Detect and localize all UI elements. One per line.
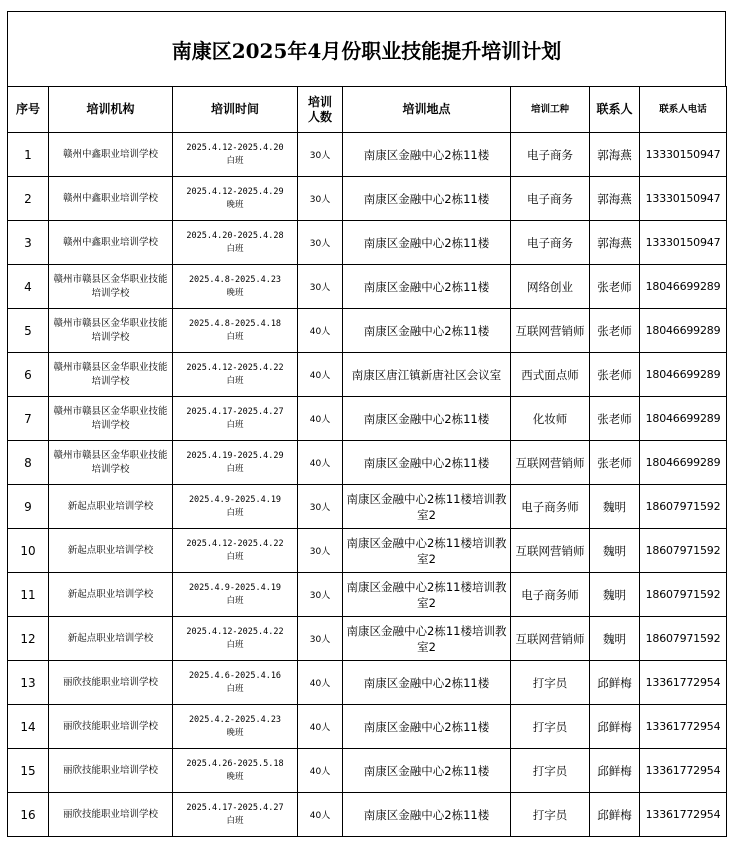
cell-seq: 12 [8, 617, 49, 661]
cell-seq: 6 [8, 353, 49, 397]
cell-seq: 2 [8, 177, 49, 221]
cell-location: 南康区金融中心2栋11楼 [343, 661, 511, 705]
cell-type: 西式面点师 [511, 353, 590, 397]
cell-contact: 魏明 [590, 617, 640, 661]
cell-contact: 郭海燕 [590, 177, 640, 221]
cell-time-range: 2025.4.12-2025.4.22 [186, 626, 284, 637]
header-row [8, 87, 727, 133]
header-time: 培训时间 [173, 87, 298, 133]
header-count-line2: 人数 [307, 109, 332, 124]
cell-phone: 18607971592 [640, 573, 727, 617]
table-row [8, 221, 727, 265]
training-table [7, 86, 727, 837]
cell-time-shift: 白班 [226, 639, 244, 650]
cell-seq: 16 [8, 793, 49, 837]
cell-time [173, 177, 298, 221]
cell-location: 南康区金融中心2栋11楼 [343, 221, 511, 265]
cell-contact: 魏明 [590, 485, 640, 529]
cell-time-shift: 白班 [226, 463, 244, 474]
cell-time-range: 2025.4.12-2025.4.20 [186, 142, 284, 153]
cell-time-shift: 白班 [226, 375, 244, 386]
cell-location: 南康区金融中心2栋11楼 [343, 705, 511, 749]
cell-phone: 13361772954 [640, 749, 727, 793]
cell-time [173, 749, 298, 793]
cell-location: 南康区金融中心2栋11楼 [343, 397, 511, 441]
cell-time-shift: 白班 [226, 419, 244, 430]
cell-time [173, 221, 298, 265]
cell-org: 新起点职业培训学校 [49, 529, 173, 573]
table-row [8, 353, 727, 397]
cell-time [173, 573, 298, 617]
cell-time [173, 485, 298, 529]
cell-location: 南康区唐江镇新唐社区会议室 [343, 353, 511, 397]
cell-phone: 18607971592 [640, 617, 727, 661]
cell-type: 打字员 [511, 661, 590, 705]
cell-count: 40人 [298, 749, 343, 793]
cell-contact: 邱鲜梅 [590, 661, 640, 705]
cell-contact: 张老师 [590, 397, 640, 441]
cell-time [173, 441, 298, 485]
cell-phone: 18046699289 [640, 309, 727, 353]
table-row [8, 573, 727, 617]
cell-seq: 5 [8, 309, 49, 353]
cell-time-range: 2025.4.12-2025.4.22 [186, 362, 284, 373]
cell-time-range: 2025.4.12-2025.4.29 [186, 186, 284, 197]
cell-type: 互联网营销师 [511, 309, 590, 353]
cell-count: 40人 [298, 309, 343, 353]
cell-org: 新起点职业培训学校 [49, 485, 173, 529]
cell-time-shift: 晚班 [226, 287, 244, 298]
cell-time-shift: 白班 [226, 815, 244, 826]
table-body [8, 133, 727, 837]
cell-time [173, 705, 298, 749]
cell-org: 赣州市赣县区金华职业技能培训学校 [49, 441, 173, 485]
cell-phone: 13361772954 [640, 705, 727, 749]
cell-contact: 魏明 [590, 573, 640, 617]
cell-location: 南康区金融中心2栋11楼 [343, 749, 511, 793]
cell-phone: 13330150947 [640, 177, 727, 221]
page-title: 南康区2025年4月份职业技能提升培训计划 [171, 38, 562, 63]
header-org: 培训机构 [49, 87, 173, 133]
cell-type: 互联网营销师 [511, 617, 590, 661]
cell-phone: 18607971592 [640, 529, 727, 573]
cell-org: 新起点职业培训学校 [49, 573, 173, 617]
cell-time-shift: 白班 [226, 155, 244, 166]
cell-type: 打字员 [511, 749, 590, 793]
cell-phone: 13330150947 [640, 221, 727, 265]
cell-time-shift: 白班 [226, 331, 244, 342]
table-row [8, 705, 727, 749]
cell-count: 30人 [298, 529, 343, 573]
cell-type: 电子商务 [511, 221, 590, 265]
cell-contact: 郭海燕 [590, 221, 640, 265]
cell-contact: 魏明 [590, 529, 640, 573]
cell-org: 丽欣技能职业培训学校 [49, 793, 173, 837]
cell-time-range: 2025.4.19-2025.4.29 [186, 450, 284, 461]
cell-time [173, 617, 298, 661]
cell-type: 电子商务师 [511, 485, 590, 529]
cell-type: 打字员 [511, 793, 590, 837]
cell-phone: 13330150947 [640, 133, 727, 177]
cell-seq: 8 [8, 441, 49, 485]
cell-time-range: 2025.4.26-2025.5.18 [186, 758, 284, 769]
cell-phone: 18607971592 [640, 485, 727, 529]
cell-time-shift: 晚班 [226, 199, 244, 210]
cell-time-shift: 白班 [226, 551, 244, 562]
table-row [8, 617, 727, 661]
cell-time [173, 353, 298, 397]
header-contact: 联系人 [590, 87, 640, 133]
cell-time-range: 2025.4.8-2025.4.23 [188, 274, 282, 285]
cell-count: 30人 [298, 221, 343, 265]
cell-seq: 4 [8, 265, 49, 309]
cell-type: 网络创业 [511, 265, 590, 309]
cell-count: 40人 [298, 661, 343, 705]
cell-org: 丽欣技能职业培训学校 [49, 749, 173, 793]
cell-org: 新起点职业培训学校 [49, 617, 173, 661]
training-plan-sheet [7, 11, 726, 837]
cell-org: 赣州市赣县区金华职业技能培训学校 [49, 309, 173, 353]
table-row [8, 265, 727, 309]
cell-count: 30人 [298, 573, 343, 617]
cell-time [173, 309, 298, 353]
cell-count: 40人 [298, 397, 343, 441]
cell-type: 互联网营销师 [511, 529, 590, 573]
cell-type: 化妆师 [511, 397, 590, 441]
cell-count: 30人 [298, 177, 343, 221]
header-seq: 序号 [8, 87, 49, 133]
cell-time-range: 2025.4.17-2025.4.27 [186, 406, 284, 417]
cell-contact: 邱鲜梅 [590, 705, 640, 749]
cell-time [173, 529, 298, 573]
cell-time-shift: 白班 [226, 243, 244, 254]
cell-seq: 1 [8, 133, 49, 177]
cell-time [173, 793, 298, 837]
cell-contact: 张老师 [590, 353, 640, 397]
table-row [8, 133, 727, 177]
cell-org: 赣州市赣县区金华职业技能培训学校 [49, 265, 173, 309]
cell-location: 南康区金融中心2栋11楼 [343, 265, 511, 309]
cell-location: 南康区金融中心2栋11楼 [343, 177, 511, 221]
cell-phone: 18046699289 [640, 441, 727, 485]
cell-contact: 郭海燕 [590, 133, 640, 177]
cell-type: 电子商务 [511, 177, 590, 221]
table-row [8, 749, 727, 793]
cell-time [173, 133, 298, 177]
cell-org: 赣州中鑫职业培训学校 [49, 133, 173, 177]
cell-time [173, 661, 298, 705]
cell-phone: 13361772954 [640, 793, 727, 837]
cell-time-shift: 晚班 [226, 771, 244, 782]
header-location: 培训地点 [343, 87, 511, 133]
table-row [8, 529, 727, 573]
cell-location: 南康区金融中心2栋11楼培训教室2 [343, 529, 511, 573]
cell-time-range: 2025.4.17-2025.4.27 [186, 802, 284, 813]
table-row [8, 485, 727, 529]
cell-org: 赣州中鑫职业培训学校 [49, 221, 173, 265]
table-row [8, 397, 727, 441]
cell-count: 30人 [298, 133, 343, 177]
cell-location: 南康区金融中心2栋11楼 [343, 309, 511, 353]
cell-count: 30人 [298, 485, 343, 529]
cell-time-range: 2025.4.9-2025.4.19 [188, 494, 282, 505]
cell-location: 南康区金融中心2栋11楼培训教室2 [343, 573, 511, 617]
cell-location: 南康区金融中心2栋11楼培训教室2 [343, 485, 511, 529]
cell-contact: 张老师 [590, 265, 640, 309]
header-type: 培训工种 [511, 87, 590, 133]
cell-time-range: 2025.4.8-2025.4.18 [188, 318, 282, 329]
cell-time-shift: 白班 [226, 507, 244, 518]
cell-time-range: 2025.4.9-2025.4.19 [188, 582, 282, 593]
cell-contact: 邱鲜梅 [590, 749, 640, 793]
cell-org: 丽欣技能职业培训学校 [49, 705, 173, 749]
cell-seq: 15 [8, 749, 49, 793]
title-row [7, 11, 726, 86]
cell-location: 南康区金融中心2栋11楼 [343, 441, 511, 485]
cell-count: 40人 [298, 793, 343, 837]
cell-type: 电子商务 [511, 133, 590, 177]
header-phone: 联系人电话 [640, 87, 727, 133]
cell-type: 电子商务师 [511, 573, 590, 617]
cell-type: 打字员 [511, 705, 590, 749]
cell-time-shift: 白班 [226, 595, 244, 606]
table-row [8, 177, 727, 221]
cell-seq: 13 [8, 661, 49, 705]
cell-count: 40人 [298, 353, 343, 397]
table-row [8, 441, 727, 485]
cell-phone: 18046699289 [640, 397, 727, 441]
header-count [298, 87, 343, 133]
cell-location: 南康区金融中心2栋11楼 [343, 133, 511, 177]
cell-time-range: 2025.4.2-2025.4.23 [188, 714, 282, 725]
cell-count: 40人 [298, 705, 343, 749]
cell-phone: 18046699289 [640, 353, 727, 397]
cell-count: 30人 [298, 617, 343, 661]
cell-contact: 张老师 [590, 441, 640, 485]
cell-location: 南康区金融中心2栋11楼 [343, 793, 511, 837]
cell-time-range: 2025.4.6-2025.4.16 [188, 670, 282, 681]
cell-seq: 3 [8, 221, 49, 265]
table-row [8, 661, 727, 705]
cell-org: 赣州市赣县区金华职业技能培训学校 [49, 353, 173, 397]
cell-time [173, 397, 298, 441]
cell-contact: 张老师 [590, 309, 640, 353]
cell-seq: 11 [8, 573, 49, 617]
cell-seq: 10 [8, 529, 49, 573]
cell-contact: 邱鲜梅 [590, 793, 640, 837]
cell-count: 40人 [298, 441, 343, 485]
cell-location: 南康区金融中心2栋11楼培训教室2 [343, 617, 511, 661]
cell-seq: 14 [8, 705, 49, 749]
cell-time-shift: 白班 [226, 683, 244, 694]
cell-count: 30人 [298, 265, 343, 309]
cell-time-range: 2025.4.20-2025.4.28 [186, 230, 284, 241]
cell-seq: 7 [8, 397, 49, 441]
header-count-line1: 培训 [307, 94, 332, 109]
cell-type: 互联网营销师 [511, 441, 590, 485]
cell-org: 赣州中鑫职业培训学校 [49, 177, 173, 221]
cell-time [173, 265, 298, 309]
table-row [8, 309, 727, 353]
cell-org: 丽欣技能职业培训学校 [49, 661, 173, 705]
cell-org: 赣州市赣县区金华职业技能培训学校 [49, 397, 173, 441]
cell-phone: 13361772954 [640, 661, 727, 705]
cell-phone: 18046699289 [640, 265, 727, 309]
cell-time-range: 2025.4.12-2025.4.22 [186, 538, 284, 549]
cell-seq: 9 [8, 485, 49, 529]
table-row [8, 793, 727, 837]
cell-time-shift: 晚班 [226, 727, 244, 738]
